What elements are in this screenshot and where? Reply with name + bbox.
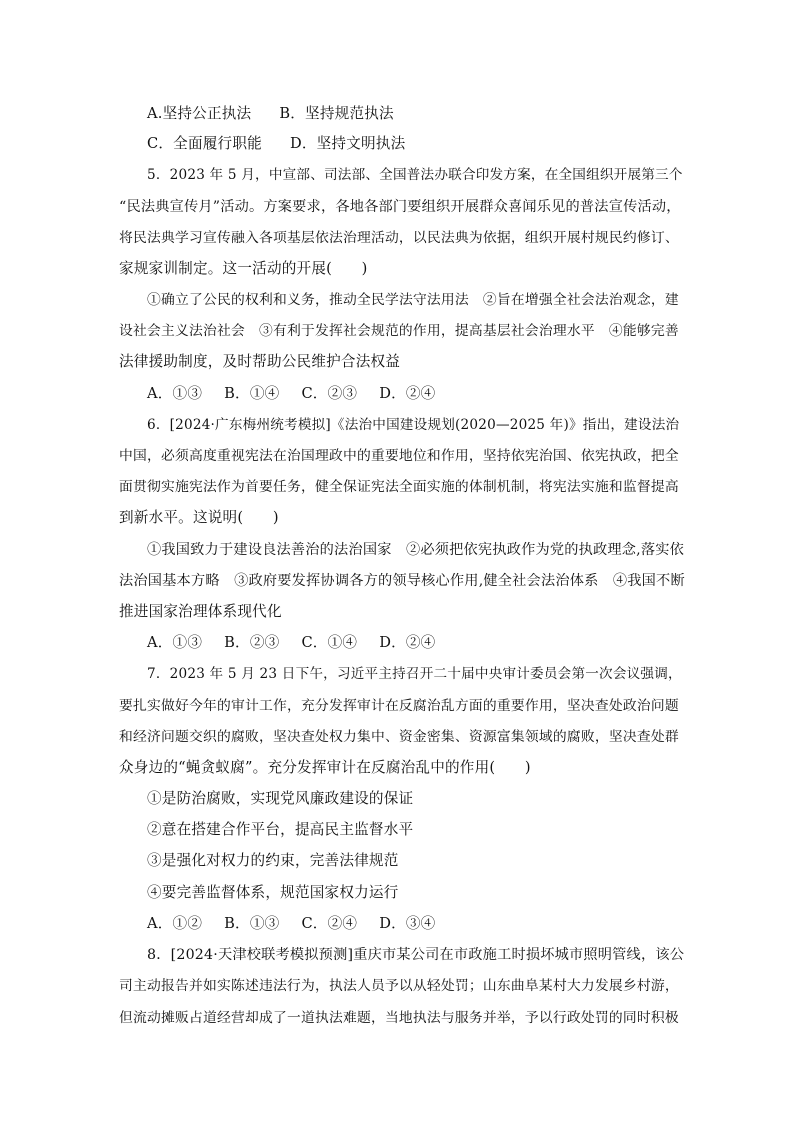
q5-stem-line: 家规家训制定。这一活动的开展( ) (119, 260, 368, 277)
q8-stem-line: 8．[2024·天津校联考模拟预测]重庆市某公司在市政施工时损坏城市照明管线，该公 (147, 947, 685, 963)
q7-option-c: C．②④ (301, 915, 358, 932)
q5-statement-line: 设社会主义法治社会 ③有利于发挥社会规范的作用，提高基层社会治理水平 ④能够完善 (119, 323, 679, 339)
q7-option-d: D．③④ (379, 915, 436, 932)
q7-option-a: A．①② (147, 915, 203, 932)
q7-stem-line: 和经济问题交织的腐败，坚决查处权力集中、资金密集、资源富集领域的腐败，坚决查处群 (119, 729, 679, 745)
q5-option-c: C．②③ (301, 385, 358, 402)
q8-stem-line: 但流动摊贩占道经营却成了一道执法难题，当地执法与服务并举，予以行政处罚的同时积极 (119, 1010, 679, 1026)
q6-options (147, 633, 685, 653)
q4-options-row-2 (147, 134, 685, 154)
q5-stem-line: 5．2023 年 5 月，中宣部、司法部、全国普法办联合印发方案，在全国组织开展第三个 (147, 167, 683, 183)
q7-stem-line: 7．2023 年 5 月 23 日下午，习近平主持召开二十届中央审计委员会第一次会议强调， (147, 666, 682, 682)
q6-statement-line: ①我国致力于建设良法善治的法治国家 ②必须把依宪执政作为党的执政理念,落实依 (147, 542, 685, 558)
q4-option-a: A.坚持公正执法 (147, 105, 252, 122)
q6-statement-line: 法治国基本方略 ③政府要发挥协调各方的领导核心作用,健全社会法治体系 ④我国不断 (119, 573, 685, 589)
q4-options-row-1 (147, 104, 685, 124)
q7-statement-line: ②意在搭建合作平台，提高民主监督水平 (147, 821, 414, 838)
q5-option-a: A．①③ (147, 385, 203, 402)
q7-options (147, 914, 685, 934)
q5-options (147, 384, 685, 404)
q5-option-d: D．②④ (379, 385, 436, 402)
q5-statement-line: 法律援助制度，及时帮助公民维护合法权益 (119, 353, 401, 370)
q6-stem-line: 6．[2024·广东梅州统考模拟]《法治中国建设规划(2020—2025 年)》指出，建设法治 (147, 417, 680, 433)
q7-statement-line: ④要完善监督体系，规范国家权力运行 (147, 884, 399, 901)
q5-stem-line: “民法典宣传月”活动。方案要求，各地各部门要组织开展群众喜闻乐见的普法宣传活动， (119, 199, 681, 215)
q8-stem-line: 司主动报告并如实陈述违法行为，执法人员予以从轻处罚；山东曲阜某村大力发展乡村游， (119, 978, 679, 994)
q7-stem-line: 要扎实做好今年的审计工作，充分发挥审计在反腐治乱方面的重要作用，坚决查处政治问题 (119, 698, 679, 714)
q6-option-a: A．①③ (147, 634, 203, 651)
q6-stem-line: 面贯彻实施宪法作为首要任务，健全保证宪法全面实施的体制机制，将宪法实施和监督提高 (119, 479, 679, 495)
q5-stem-line: 将民法典学习宣传融入各项基层依法治理活动，以民法典为依据，组织开展村规民约修订、 (119, 230, 679, 246)
q5-option-b: B．①④ (224, 385, 280, 402)
q5-statement-line: ①确立了公民的权利和义务，推动全民学法守法用法 ②旨在增强全社会法治观念，建 (147, 292, 679, 308)
q6-statement-line: 推进国家治理体系现代化 (119, 603, 282, 620)
q4-option-c: C．全面履行职能 (147, 135, 262, 152)
q6-option-d: D．②④ (379, 634, 436, 651)
q6-stem-line: 到新水平。这说明( ) (119, 509, 279, 526)
q7-statement-line: ①是防治腐败，实现党风廉政建设的保证 (147, 790, 414, 807)
q7-option-b: B．①③ (224, 915, 280, 932)
q7-statement-line: ③是强化对权力的约束，完善法律规范 (147, 852, 399, 869)
q6-option-b: B．②③ (224, 634, 280, 651)
q6-option-c: C．①④ (301, 634, 358, 651)
q4-option-d: D．坚持文明执法 (289, 135, 406, 152)
q6-stem-line: 中国，必须高度重视宪法在治国理政中的重要地位和作用，坚持依宪治国、依宪执政，把全 (119, 448, 679, 464)
q4-option-b: B．坚持规范执法 (279, 105, 394, 122)
q7-stem-line: 众身边的“蝇贪蚁腐”。充分发挥审计在反腐治乱中的作用( ) (119, 759, 531, 776)
